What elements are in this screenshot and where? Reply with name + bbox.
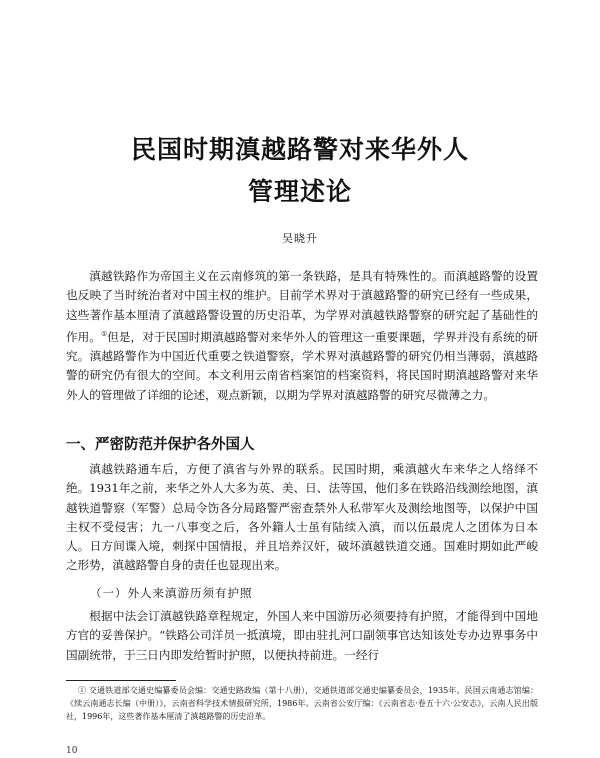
subsection-1-paragraph: 根据中法会订滇越铁路章程规定，外国人来中国游历必须要持有护照，才能得到中国地方官的妥善保护。“铁路公司洋员一抵滇境，即由驻扎河口副领事官达知该处专办边界事务中国副统带，于三日内即发给暂时护照，以便执持前进。一经行 <box>66 609 538 662</box>
intro-text-continued: 但是，对于民国时期滇越路警对来华外人的管理这一重要课题，学界并没有系统的研究。滇越路警作为中国近代重要之铁道警察，学术界对滇越路警的研究仍相当薄弱，滇越路警的研究仍有很大的空间。本文利用云南省档案馆的档案资料，将民国时期滇越路警对来华外人的管理做了详细的论述，观点新颖，以期为学界对滇越路警的研究尽微薄之力。 <box>66 329 538 402</box>
intro-paragraph <box>66 267 538 405</box>
subsection-heading-1: （一）外人来滇游历须有护照 <box>90 586 253 600</box>
footnote-marker[interactable]: ① <box>100 329 108 338</box>
section-heading-1: 一、严密防范并保护各外国人 <box>66 437 255 453</box>
page-number: 10 <box>66 746 78 756</box>
footnote-divider <box>66 680 176 681</box>
author-name: 吴晓升 <box>282 232 318 245</box>
footnote: ① 交通铁道部交通史编纂委员会编：交通史路政编（第十八册），交通铁道部交通史编纂委员会，1935年。民国云南通志馆编：《续云南通志长编（中册）》，云南省科学技术情报研究所，1986年。云南省公安厅编：《云南省志·卷五十六·公安志》，云南人民出版社，1996年，这些著作基本厘清了滇越路警的历史沿革。 <box>66 686 538 721</box>
section-1-paragraph: 滇越铁路通车后，方便了滇省与外界的联系。民国时期，乘滇越火车来华之人络绎不绝。1931年之前，来华之外人大多为英、美、日、法等国，他们多在铁路沿线测绘地图，滇越铁道警察（军警）总局令饬各分局路警严密查禁外人私带军火及测绘地图等，以保护中国主权不受侵害；九一八事变之后，各外籍人士虽有陆续入滇，而以伍最虎人之团体为日本人。日方间谍入境，刺探中国情报，并且培养汉奸，破坏滇越铁道交通。国难时期如此严峻之形势，滇越路警自身的责任也显现出来。 <box>66 462 538 573</box>
intro-text: 滇越铁路作为帝国主义在云南修筑的第一条铁路，是具有特殊性的。而滇越路警的设置也反映了当时统治者对中国主权的维护。目前学术界对于滇越路警的研究已经有一些成果，这些著作基本厘清了滇越路警设置的历史沿革，为学界对滇越铁路警察的研究起了基础性的作用。 <box>66 269 538 344</box>
article-title-line-1: 民国时期滇越路警对来华外人 <box>130 135 469 164</box>
article-title-line-2: 管理述论 <box>247 177 352 206</box>
